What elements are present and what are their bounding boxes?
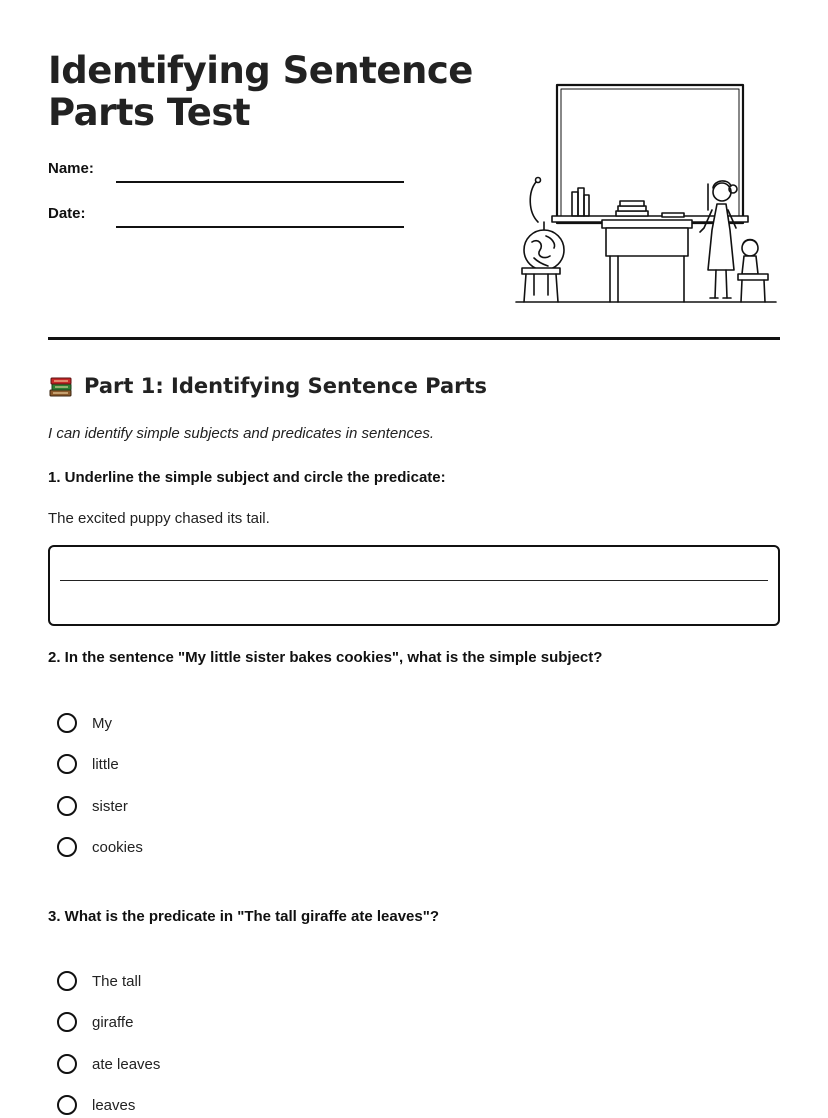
question-2-prompt: 2. In the sentence "My little sister bakes cookies", what is the simple subject? xyxy=(48,649,603,666)
option-label: sister xyxy=(92,797,128,815)
option-label: The tall xyxy=(92,972,142,990)
name-blank-line[interactable] xyxy=(116,181,404,183)
option-label: ate leaves xyxy=(92,1055,161,1073)
learning-objective: I can identify simple subjects and predicates in sentences. xyxy=(48,425,435,442)
part-1-heading xyxy=(48,373,487,399)
classroom-illustration xyxy=(514,80,780,308)
radio-button[interactable] xyxy=(57,754,77,774)
name-label: Name: xyxy=(48,160,94,177)
option-label: giraffe xyxy=(92,1013,134,1031)
header-divider xyxy=(48,337,780,340)
question-3-option[interactable] xyxy=(57,1092,135,1118)
radio-button[interactable] xyxy=(57,1054,77,1074)
part-1-heading-text: Part 1: Identifying Sentence Parts xyxy=(84,374,488,398)
question-3-prompt: 3. What is the predicate in "The tall giraffe ate leaves"? xyxy=(48,908,440,925)
question-1-answer-line xyxy=(60,580,768,581)
date-blank-line[interactable] xyxy=(116,226,404,228)
radio-button[interactable] xyxy=(57,796,77,816)
question-3-option[interactable] xyxy=(57,1051,160,1077)
question-1-sentence: The excited puppy chased its tail. xyxy=(48,510,270,527)
date-label: Date: xyxy=(48,205,86,222)
question-3-option[interactable] xyxy=(57,1009,133,1035)
radio-button[interactable] xyxy=(57,837,77,857)
page-title xyxy=(48,50,478,134)
option-label: leaves xyxy=(92,1096,136,1114)
option-label: My xyxy=(92,714,112,732)
question-3-option[interactable] xyxy=(57,968,141,994)
page-title-line-1: Identifying Sentence xyxy=(48,49,473,92)
question-2-option[interactable] xyxy=(57,710,112,736)
question-2-option[interactable] xyxy=(57,751,119,777)
question-1-answer-box[interactable] xyxy=(48,545,780,626)
option-label: cookies xyxy=(92,838,143,856)
question-2-option[interactable] xyxy=(57,834,143,860)
question-2-option[interactable] xyxy=(57,793,128,819)
page-title-line-2: Parts Test xyxy=(48,91,251,134)
question-1-prompt: 1. Underline the simple subject and circle the predicate: xyxy=(48,469,446,486)
radio-button[interactable] xyxy=(57,971,77,991)
radio-button[interactable] xyxy=(57,1012,77,1032)
radio-button[interactable] xyxy=(57,713,77,733)
radio-button[interactable] xyxy=(57,1095,77,1115)
option-label: little xyxy=(92,755,119,773)
books-icon xyxy=(48,373,74,399)
